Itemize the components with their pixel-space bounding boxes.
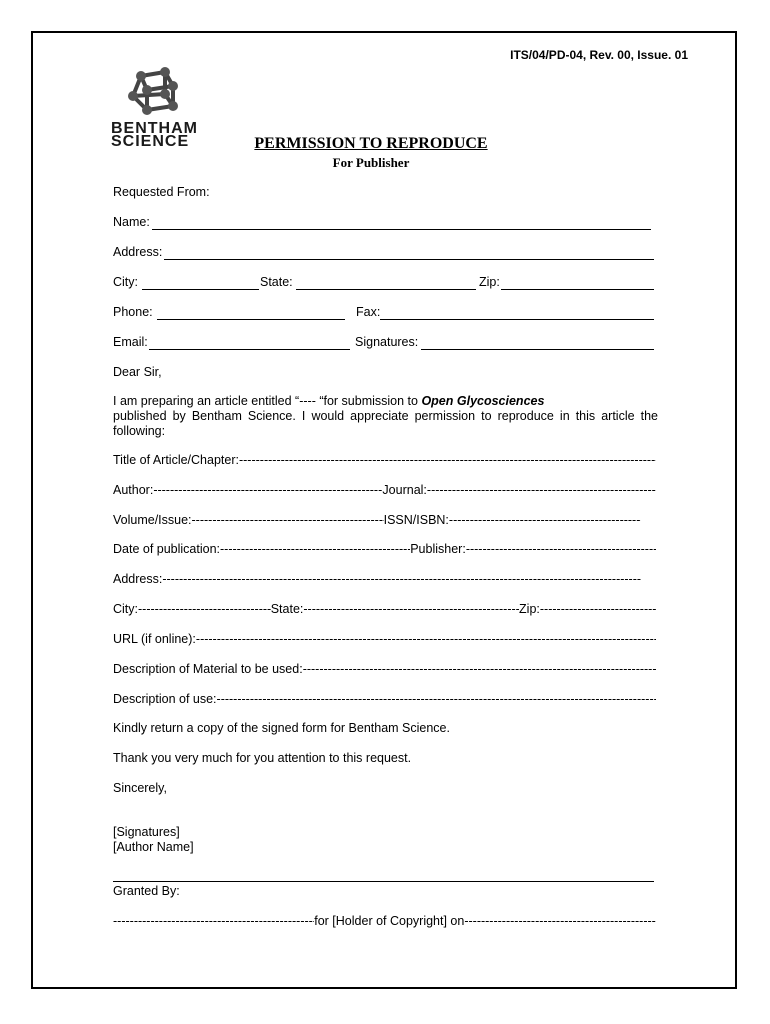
logo-word-science: SCIENCE: [111, 133, 190, 150]
author-journal-row[interactable]: [113, 483, 656, 497]
city-field[interactable]: [142, 289, 259, 290]
return-instruction: Kindly return a copy of the signed form for Bentham Science.: [113, 721, 450, 735]
state-label: State:: [260, 275, 293, 289]
material-address-label: Address:: [113, 572, 163, 586]
sincerely-text: Sincerely,: [113, 781, 167, 795]
material-city-label: City:: [113, 602, 138, 616]
name-field[interactable]: [152, 229, 651, 230]
requested-from-label: Requested From:: [113, 185, 210, 199]
url-label: URL (if online):: [113, 632, 196, 646]
material-city-state-zip-row[interactable]: [113, 602, 656, 616]
email-field[interactable]: [149, 349, 350, 350]
description-material-row[interactable]: [113, 662, 656, 676]
phone-label: Phone:: [113, 305, 153, 319]
thank-you-text: Thank you very much for you attention to this request.: [113, 751, 412, 765]
address-label: Address:: [113, 245, 163, 259]
description-use-label: Description of use:: [113, 692, 217, 706]
title-of-article-row[interactable]: [113, 453, 656, 467]
description-use-row[interactable]: [113, 692, 656, 706]
url-row[interactable]: [113, 632, 656, 646]
fax-field[interactable]: [380, 319, 654, 320]
granted-by-label: Granted By:: [113, 884, 180, 898]
request-paragraph: [113, 394, 658, 439]
title-of-article-label: Title of Article/Chapter:: [113, 453, 239, 467]
journal-label: Journal:: [382, 483, 427, 497]
page-title: PERMISSION TO REPRODUCE: [254, 135, 488, 152]
signature-line[interactable]: [113, 881, 654, 882]
signature-placeholder: [Signatures]: [113, 825, 180, 839]
state-field[interactable]: [296, 289, 476, 290]
author-label: Author:: [113, 483, 154, 497]
author-name-placeholder: [Author Name]: [113, 840, 194, 854]
document-code: ITS/04/PD-04, Rev. 00, Issue. 01: [510, 48, 688, 62]
logo-word-bentham: BENTHAM: [111, 120, 198, 137]
city-label: City:: [113, 275, 138, 289]
address-field[interactable]: [164, 259, 654, 260]
request-text-end: published by Bentham Science. I would appreciate permission to reproduce in this article the following:: [113, 409, 658, 438]
material-state-label: State:: [270, 602, 304, 616]
page-subtitle: For Publisher: [332, 155, 410, 170]
volume-issn-row[interactable]: [113, 513, 641, 527]
phone-field[interactable]: [157, 319, 345, 320]
fax-label: Fax:: [356, 305, 381, 319]
email-label: Email:: [113, 335, 148, 349]
issn-isbn-label: ISSN/ISBN:: [383, 513, 449, 527]
zip-field[interactable]: [501, 289, 654, 290]
material-zip-label: Zip:: [519, 602, 540, 616]
journal-name: Open Glycosciences: [421, 394, 545, 408]
holder-of-copyright-label: for [Holder of Copyright] on: [314, 914, 465, 928]
name-label: Name:: [113, 215, 150, 229]
copyright-holder-row[interactable]: [113, 914, 656, 928]
salutation: Dear Sir,: [113, 365, 162, 379]
description-material-label: Description of Material to be used:: [113, 662, 303, 676]
volume-issue-label: Volume/Issue:: [113, 513, 192, 527]
signatures-field[interactable]: [421, 349, 654, 350]
date-of-publication-label: Date of publication:: [113, 542, 221, 556]
date-publisher-row[interactable]: [113, 542, 656, 556]
zip-label: Zip:: [479, 275, 500, 289]
material-address-row[interactable]: [113, 572, 641, 586]
molecule-icon: [125, 66, 183, 120]
request-text-start: I am preparing an article entitled “---- “for submission to: [113, 394, 422, 408]
publisher-label: Publisher:: [410, 542, 466, 556]
signatures-label: Signatures:: [355, 335, 419, 349]
